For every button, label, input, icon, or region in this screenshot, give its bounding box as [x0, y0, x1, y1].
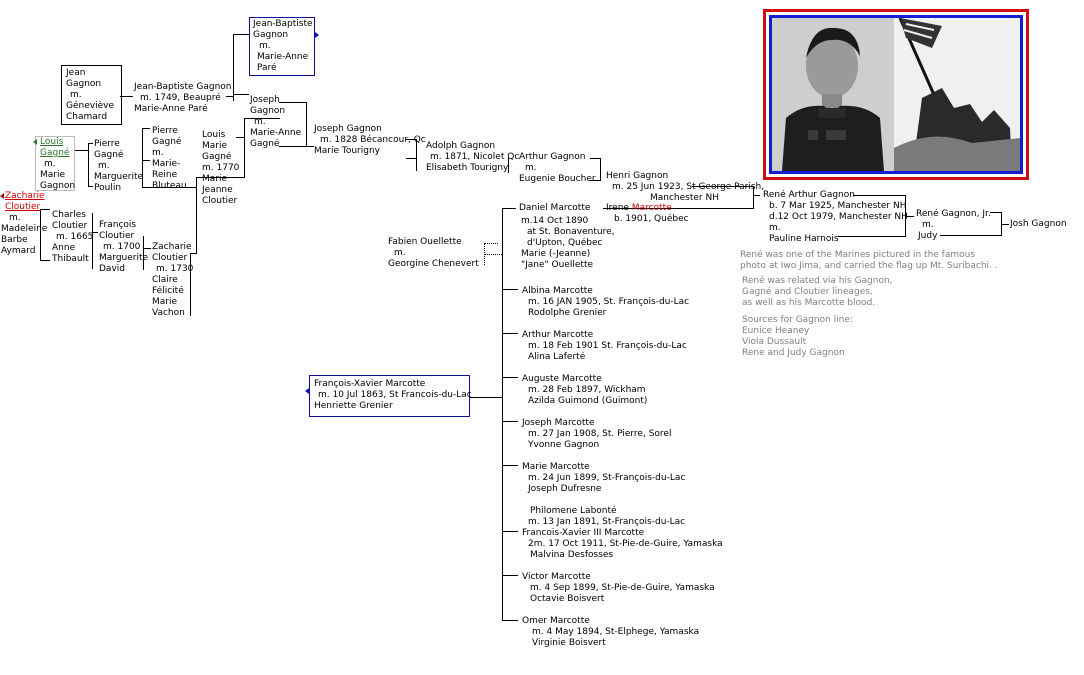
sibling-arthur[interactable]: Arthur Marcotte m. 18 Feb 1901 St. François-du-Lac Alina Laferté: [522, 330, 687, 362]
person-irene-marcotte[interactable]: Irene Marcotte b. 1901, Québec: [606, 203, 689, 224]
connector: [502, 620, 518, 621]
expand-left-icon[interactable]: [0, 193, 4, 199]
connector: [196, 177, 197, 253]
person-henri-gagnon[interactable]: Henri Gagnon m. 25 Jun 1923, St George Parish, Manchester NH: [606, 171, 765, 203]
connector: [1001, 224, 1009, 225]
person-rene-arthur-gagnon[interactable]: René Arthur Gagnon b. 7 Mar 1925, Manchester NH d.12 Oct 1979, Manchester NH m. Pauline Harnois: [763, 190, 908, 244]
connector: [142, 160, 150, 161]
connector: [502, 377, 518, 378]
expand-left-icon[interactable]: [33, 139, 37, 145]
connector: [93, 232, 98, 233]
expand-left-icon[interactable]: [305, 388, 309, 394]
connector: [88, 143, 93, 144]
person-daniel-marcotte[interactable]: Daniel Marcotte m.14 Oct 1890 at St. Bonaventure, d'Upton, Québec Marie (-Jeanne) "Jane" Ouellette: [519, 203, 615, 270]
connector: [233, 34, 234, 101]
connector: [40, 260, 50, 261]
connector: [233, 34, 249, 35]
connector: [74, 150, 89, 151]
connector: [470, 397, 503, 398]
connector: [502, 208, 516, 209]
sibling-omer[interactable]: Omer Marcotte m. 4 May 1894, St-Elphege, Yamaska Virginie Boisvert: [522, 616, 700, 648]
person-jean-baptiste-gagnon[interactable]: Jean-Baptiste Gagnon m. 1749, Beaupré Marie-Anne Paré: [134, 82, 232, 114]
person-jean: Jean Gagnon m. Géneviève Chamard: [66, 68, 114, 122]
person-joseph-gagnon-marie-anne[interactable]: Joseph Gagnon m. Marie-Anne Gagné: [250, 95, 302, 149]
connector: [502, 289, 518, 290]
connector: [502, 421, 518, 422]
connector: [600, 158, 601, 181]
person-arthur-gagnon[interactable]: Arthur Gagnon m. Eugenie Boucher: [519, 152, 596, 184]
person-zacharie-cloutier-1730[interactable]: Zacharie Cloutier m. 1730 Claire Félicité Marie Vachon: [152, 242, 194, 318]
connector: [142, 128, 150, 129]
person-jean-baptiste: Jean-Baptiste Gagnon m. Marie-Anne Paré: [253, 19, 313, 73]
connector: [244, 118, 245, 178]
person-pierre-gagne-poulin[interactable]: Pierre Gagné m. Marguerite Poulin: [94, 139, 144, 193]
connector: [502, 333, 518, 334]
sibling-albina[interactable]: Albina Marcotte m. 16 JAN 1905, St. François-du-Lac Rodolphe Grenier: [522, 286, 690, 318]
connector: [990, 212, 1002, 213]
person-rene-gagnon-jr[interactable]: René Gagnon, Jr. m. Judy: [916, 209, 991, 241]
sibling-marie[interactable]: Marie Marcotte m. 24 Jun 1899, St-François-du-Lac Joseph Dufresne: [522, 462, 686, 494]
person-charles-cloutier[interactable]: Charles Cloutier m. 1665 Anne Thibault: [52, 210, 94, 264]
photo-inner[interactable]: [769, 15, 1023, 174]
note-iwo-jima: René was one of the Marines pictured in the famous photo at Iwo Jima, and carried the flag up Mt. Suribachi. .: [740, 250, 998, 271]
person-josh-gagnon[interactable]: Josh Gagnon: [1010, 219, 1067, 229]
connector-dotted: [484, 254, 502, 255]
person-louis-marie-gagne[interactable]: Louis Marie Gagné m. 1770 Marie Jeanne Cloutier: [202, 130, 240, 206]
person-louis-gagne: Louis Gagné m. Marie Gagnon: [40, 137, 76, 191]
connector: [502, 531, 518, 532]
connector-dotted: [484, 243, 485, 265]
person-pierre-gagne-reine[interactable]: Pierre Gagné m. Marie- Reine Bluteau: [152, 126, 187, 191]
expand-right-icon[interactable]: [315, 32, 319, 38]
note-lineage: René was related via his Gagnon, Gagné and Cloutier lineages, as well as his Marcotte blood.: [742, 276, 893, 308]
connector: [233, 94, 249, 95]
person-zacharie-spouse: m. Madeleine Barbe Aymard: [1, 213, 48, 256]
connector: [406, 158, 417, 159]
connector: [502, 465, 518, 466]
connector: [88, 186, 93, 187]
sibling-joseph[interactable]: Joseph Marcotte m. 27 Jan 1908, St. Pierre, Sorel Yvonne Gagnon: [522, 418, 672, 450]
sibling-victor[interactable]: Victor Marcotte m. 4 Sep 1899, St-Pie-de-Guire, Yamaska Octavie Boisvert: [522, 572, 715, 604]
sibling-auguste[interactable]: Auguste Marcotte m. 28 Feb 1897, Wickham Azilda Guimond (Guimont): [522, 374, 648, 406]
person-francois-xavier-marcotte: François-Xavier Marcotte m. 10 Jul 1863, St Francois-du-Lac Henriette Grenier: [314, 379, 472, 411]
person-francois-cloutier[interactable]: François Cloutier m. 1700 Marguerite David: [99, 220, 149, 274]
person-joseph-gagnon-1828[interactable]: Joseph Gagnon m. 1828 Bécancour, Qc Marie Tourigny: [314, 124, 426, 156]
person-adolph-gagnon[interactable]: Adolph Gagnon m. 1871, Nicolet Qc Elisabeth Tourigny: [426, 141, 520, 173]
person-fabien-ouellette[interactable]: Fabien Ouellette m. Georgine Chenevert: [388, 237, 479, 269]
connector: [502, 575, 518, 576]
connector: [502, 208, 503, 621]
note-sources: Sources for Gagnon line: Eunice Heaney Viola Dussault Rene and Judy Gagnon: [742, 315, 853, 358]
person-zacharie-cloutier[interactable]: Zacharie Cloutier: [5, 191, 45, 212]
connector-dotted: [484, 243, 498, 244]
sibling-francois-xavier-iii[interactable]: Philomene Labonté m. 13 Jan 1891, St-François-du-Lac Francois-Xavier III Marcotte 2m. 17 Oct 1911, St-Pie-de-Guire, Yamaska Malvina Desfosses: [522, 506, 723, 560]
iwo-jima-photo: [772, 18, 1020, 171]
connector: [306, 102, 307, 147]
